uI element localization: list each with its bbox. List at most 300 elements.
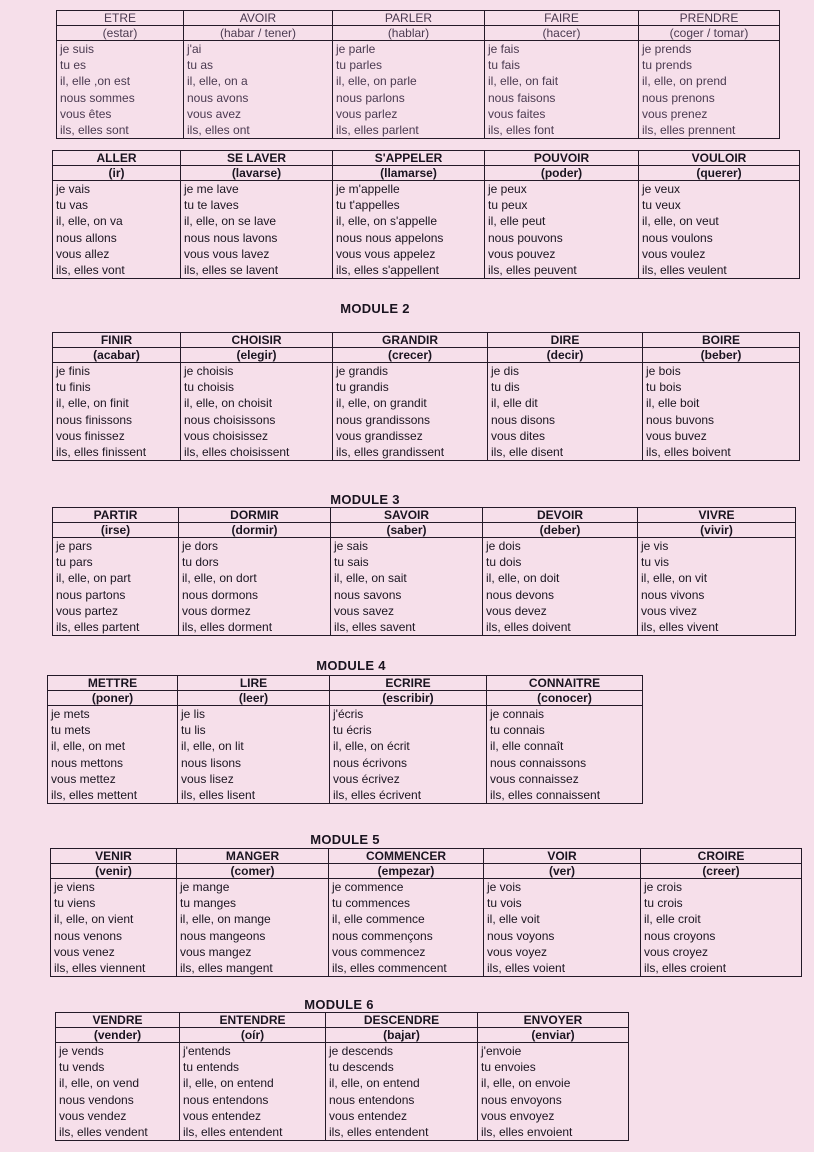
verb-translation: (escribir) — [330, 691, 487, 706]
conjugated-form: j'écris — [333, 707, 364, 721]
conjugated-form: nous finissons — [56, 412, 133, 427]
conjugated-form: tu pars — [56, 555, 93, 570]
conjugated-form: tu parles — [336, 58, 383, 73]
verb-conjugation-cell — [53, 363, 181, 461]
conjugated-form: tu envoies — [481, 1060, 536, 1075]
verb-conjugation-cell — [56, 1043, 180, 1141]
conjugated-form: il, elle, on dort — [182, 571, 257, 586]
conjugated-form: nous voulons — [642, 230, 713, 245]
conjugated-form: ils, elles savent — [334, 620, 416, 635]
verb-translation: (querer) — [639, 166, 800, 181]
conjugated-form: il, elle, on entend — [329, 1076, 420, 1091]
conjugated-form: je peux — [488, 182, 527, 196]
conjugated-form: tu sais — [334, 555, 369, 570]
verb-translation: (comer) — [177, 864, 329, 879]
conjugated-form: il, elle, on met — [51, 739, 126, 754]
conjugated-form: tu peux — [488, 198, 528, 213]
verb-conjugation-cell — [53, 181, 181, 279]
verb-translation: (ver) — [484, 864, 641, 879]
conjugated-form: il, elle, on choisit — [184, 396, 273, 411]
verb-conjugation-cell — [330, 706, 487, 804]
verb-infinitive: MANGER — [177, 849, 329, 864]
conjugated-form: tu choisis — [184, 380, 235, 395]
conjugated-form: ils, elles choisissent — [184, 445, 290, 460]
verb-infinitive: DIRE — [488, 333, 643, 348]
conjugation-row — [51, 879, 802, 977]
conjugated-form: ils, elles partent — [56, 620, 140, 635]
module-title: MODULE 5 — [310, 832, 380, 847]
conjugated-form: je veux — [642, 182, 681, 196]
conjugated-form: je pars — [56, 539, 93, 553]
verb-translation: (estar) — [57, 26, 184, 41]
verb-conjugation-cell — [483, 538, 638, 636]
conjugated-form: ils, elles dorment — [182, 620, 273, 635]
verb-infinitive: FAIRE — [485, 11, 639, 26]
conjugation-row — [57, 41, 780, 139]
conjugated-form: tu dors — [182, 555, 219, 570]
verb-table — [55, 1012, 629, 1141]
conjugated-form: vous allez — [56, 246, 110, 261]
conjugated-form: je viens — [54, 880, 95, 894]
conjugated-form: vous connaissez — [490, 771, 579, 786]
verb-translation: (enviar) — [478, 1028, 629, 1043]
conjugated-form: tu te laves — [184, 198, 239, 213]
conjugated-form: nous prenons — [642, 90, 715, 105]
verb-table-block — [52, 150, 800, 279]
verb-translation: (vender) — [56, 1028, 180, 1043]
conjugated-form: il, elle boit — [646, 396, 700, 411]
module-title: MODULE 4 — [316, 658, 386, 673]
verb-translation: (llamarse) — [333, 166, 485, 181]
conjugated-form: je dois — [486, 539, 521, 553]
conjugated-form: tu t'appelles — [336, 198, 400, 213]
conjugated-form: nous vivons — [641, 587, 705, 602]
conjugated-form: je bois — [646, 364, 681, 378]
conjugated-form: tu prends — [642, 58, 693, 73]
conjugated-form: il, elle, on sait — [334, 571, 407, 586]
conjugated-form: tu crois — [644, 896, 683, 911]
verb-infinitive: SAVOIR — [331, 508, 483, 523]
verb-translation: (irse) — [53, 523, 179, 538]
conjugated-form: vous grandissez — [336, 428, 423, 443]
conjugated-form: vous choisissez — [184, 428, 269, 443]
verb-conjugation-cell — [181, 363, 333, 461]
conjugated-form: je dis — [491, 364, 520, 378]
conjugated-form: il, elle, on écrit — [333, 739, 410, 754]
conjugated-form: je vends — [59, 1044, 104, 1058]
conjugation-row — [53, 181, 800, 279]
conjugated-form: vous écrivez — [333, 771, 400, 786]
verb-translation: (conocer) — [487, 691, 643, 706]
conjugated-form: ils, elles mettent — [51, 788, 138, 803]
conjugated-form: ils, elle disent — [491, 445, 564, 460]
conjugated-form: vous mettez — [51, 771, 116, 786]
verb-conjugation-cell — [333, 181, 485, 279]
verb-conjugation-cell — [485, 181, 639, 279]
conjugated-form: je vis — [641, 539, 669, 553]
conjugated-form: nous lisons — [181, 755, 242, 770]
conjugated-form: vous venez — [54, 944, 115, 959]
verb-translation: (coger / tomar) — [639, 26, 780, 41]
conjugated-form: je parle — [336, 42, 376, 56]
verb-table — [56, 10, 780, 139]
conjugated-form: je sais — [334, 539, 369, 553]
conjugated-form: ils, elles connaissent — [490, 788, 601, 803]
verb-translation: (beber) — [643, 348, 800, 363]
conjugated-form: il, elle, on se lave — [184, 214, 277, 229]
verb-infinitive: VENDRE — [56, 1013, 180, 1028]
conjugated-form: il, elle, on entend — [183, 1076, 274, 1091]
conjugated-form: tu entends — [183, 1060, 240, 1075]
verb-table-block — [47, 675, 643, 804]
verb-translation: (crecer) — [333, 348, 488, 363]
conjugated-form: je crois — [644, 880, 683, 894]
conjugated-form: ils, elles s'appellent — [336, 263, 440, 278]
conjugated-form: tu vis — [641, 555, 670, 570]
conjugated-form: vous pouvez — [488, 246, 556, 261]
verb-table — [52, 507, 796, 636]
conjugated-form: tu dis — [491, 380, 520, 395]
conjugated-form: vous dormez — [182, 603, 251, 618]
conjugated-form: nous partons — [56, 587, 126, 602]
conjugated-form: tu finis — [56, 380, 91, 395]
conjugated-form: tu commences — [332, 896, 411, 911]
conjugated-form: je fais — [488, 42, 520, 56]
verb-infinitive: VOULOIR — [639, 151, 800, 166]
verb-infinitive: PARLER — [333, 11, 485, 26]
verb-infinitive: PRENDRE — [639, 11, 780, 26]
verb-infinitive: CONNAITRE — [487, 676, 643, 691]
verb-conjugation-cell — [53, 538, 179, 636]
conjugated-form: ils, elles vendent — [59, 1125, 148, 1140]
verb-infinitive: CHOISIR — [181, 333, 333, 348]
verb-conjugation-cell — [57, 41, 184, 139]
verb-infinitive: VOIR — [484, 849, 641, 864]
verb-translation: (lavarse) — [181, 166, 333, 181]
verb-table-block — [52, 332, 800, 461]
verb-infinitive: VIVRE — [638, 508, 796, 523]
conjugated-form: tu dois — [486, 555, 522, 570]
verb-translation: (vivir) — [638, 523, 796, 538]
conjugated-form: je vais — [56, 182, 91, 196]
conjugated-form: ils, elles entendent — [183, 1125, 283, 1140]
conjugated-form: il, elle, on parle — [336, 74, 417, 89]
conjugated-form: nous pouvons — [488, 230, 563, 245]
conjugated-form: nous sommes — [60, 90, 135, 105]
verb-translation: (poder) — [485, 166, 639, 181]
conjugated-form: ils, elles parlent — [336, 123, 419, 138]
conjugated-form: il, elle, on vend — [59, 1076, 140, 1091]
conjugated-form: ils, elles mangent — [180, 961, 273, 976]
conjugated-form: il, elle ,on est — [60, 74, 131, 89]
infinitive-row — [53, 151, 800, 166]
verb-conjugation-cell — [51, 879, 177, 977]
conjugated-form: tu vois — [487, 896, 522, 911]
translation-row — [48, 691, 643, 706]
verb-infinitive: BOIRE — [643, 333, 800, 348]
verb-translation: (saber) — [331, 523, 483, 538]
conjugated-form: ils, elles boivent — [646, 445, 731, 460]
conjugated-form: nous envoyons — [481, 1092, 562, 1107]
conjugated-form: nous allons — [56, 230, 117, 245]
verb-table-block — [52, 507, 796, 636]
conjugated-form: ils, elles doivent — [486, 620, 571, 635]
conjugated-form: vous buvez — [646, 428, 707, 443]
verb-conjugation-cell — [639, 41, 780, 139]
verb-translation: (acabar) — [53, 348, 181, 363]
conjugated-form: tu connais — [490, 723, 545, 738]
conjugated-form: il, elle connaît — [490, 739, 564, 754]
conjugated-form: je connais — [490, 707, 545, 721]
translation-row — [53, 348, 800, 363]
conjugated-form: nous buvons — [646, 412, 715, 427]
verb-table — [52, 332, 800, 461]
conjugated-form: nous mangeons — [180, 928, 266, 943]
verb-infinitive: ETRE — [57, 11, 184, 26]
conjugated-form: nous connaissons — [490, 755, 587, 770]
verb-conjugation-cell — [478, 1043, 629, 1141]
conjugated-form: nous croyons — [644, 928, 716, 943]
verb-infinitive: ENTENDRE — [180, 1013, 326, 1028]
infinitive-row — [53, 508, 796, 523]
verb-infinitive: LIRE — [178, 676, 330, 691]
conjugated-form: vous faites — [488, 106, 546, 121]
conjugated-form: il, elle, on va — [56, 214, 123, 229]
verb-translation: (poner) — [48, 691, 178, 706]
conjugated-form: il, elle, on mange — [180, 912, 271, 927]
conjugated-form: je descends — [329, 1044, 394, 1058]
verb-table — [50, 848, 802, 977]
verb-translation: (leer) — [178, 691, 330, 706]
conjugated-form: tu fais — [488, 58, 521, 73]
conjugation-row — [48, 706, 643, 804]
conjugated-form: ils, elles ont — [187, 123, 250, 138]
verb-infinitive: ECRIRE — [330, 676, 487, 691]
conjugated-form: je grandis — [336, 364, 389, 378]
conjugated-form: vous êtes — [60, 106, 112, 121]
conjugated-form: nous savons — [334, 587, 402, 602]
translation-row — [51, 864, 802, 879]
conjugated-form: vous commencez — [332, 944, 426, 959]
conjugated-form: vous vous appelez — [336, 246, 436, 261]
verb-table — [47, 675, 643, 804]
verb-infinitive: CROIRE — [641, 849, 802, 864]
conjugated-form: ils, elles commencent — [332, 961, 447, 976]
conjugated-form: il, elle, on lit — [181, 739, 244, 754]
conjugated-form: je m'appelle — [336, 182, 400, 196]
conjugated-form: il, elle, on grandit — [336, 396, 427, 411]
conjugated-form: tu grandis — [336, 380, 389, 395]
verb-infinitive: METTRE — [48, 676, 178, 691]
conjugated-form: ils, elles écrivent — [333, 788, 422, 803]
conjugated-form: je mange — [180, 880, 230, 894]
verb-conjugation-cell — [331, 538, 483, 636]
verb-translation: (hablar) — [333, 26, 485, 41]
conjugation-row — [56, 1043, 629, 1141]
verb-translation: (hacer) — [485, 26, 639, 41]
verb-translation: (ir) — [53, 166, 181, 181]
conjugated-form: nous disons — [491, 412, 556, 427]
infinitive-row — [57, 11, 780, 26]
conjugated-form: nous vendons — [59, 1092, 134, 1107]
conjugated-form: je suis — [60, 42, 95, 56]
verb-conjugation-cell — [641, 879, 802, 977]
conjugated-form: il, elle croit — [644, 912, 701, 927]
verb-table — [52, 150, 800, 279]
verb-translation: (decir) — [488, 348, 643, 363]
conjugated-form: il, elle, on fait — [488, 74, 559, 89]
conjugated-form: vous envoyez — [481, 1108, 555, 1123]
conjugated-form: ils, elles envoient — [481, 1125, 573, 1140]
conjugated-form: nous écrivons — [333, 755, 408, 770]
conjugated-form: je lis — [181, 707, 206, 721]
conjugated-form: vous voulez — [642, 246, 706, 261]
conjugated-form: nous commençons — [332, 928, 433, 943]
verb-translation: (creer) — [641, 864, 802, 879]
conjugated-form: vous vendez — [59, 1108, 127, 1123]
infinitive-row — [53, 333, 800, 348]
verb-infinitive: AVOIR — [184, 11, 333, 26]
conjugated-form: vous savez — [334, 603, 395, 618]
conjugated-form: ils, elles grandissent — [336, 445, 445, 460]
conjugated-form: il, elle dit — [491, 396, 538, 411]
conjugated-form: vous entendez — [183, 1108, 262, 1123]
infinitive-row — [51, 849, 802, 864]
conjugated-form: nous avons — [187, 90, 249, 105]
module-title: MODULE 3 — [330, 492, 400, 507]
conjugated-form: tu vas — [56, 198, 89, 213]
conjugated-form: ils, elles font — [488, 123, 555, 138]
verb-conjugation-cell — [484, 879, 641, 977]
verb-conjugation-cell — [179, 538, 331, 636]
conjugated-form: nous faisons — [488, 90, 556, 105]
verb-translation: (empezar) — [329, 864, 484, 879]
conjugated-form: il, elle, on doit — [486, 571, 560, 586]
conjugated-form: tu écris — [333, 723, 372, 738]
conjugated-form: je me lave — [184, 182, 239, 196]
verb-translation: (elegir) — [181, 348, 333, 363]
conjugated-form: tu as — [187, 58, 214, 73]
conjugated-form: ils, elles veulent — [642, 263, 727, 278]
verb-table-block — [56, 10, 780, 139]
conjugated-form: il, elle, on a — [187, 74, 248, 89]
conjugated-form: tu veux — [642, 198, 681, 213]
conjugated-form: vous lisez — [181, 771, 234, 786]
verb-infinitive: PARTIR — [53, 508, 179, 523]
verb-infinitive: ENVOYER — [478, 1013, 629, 1028]
verb-infinitive: POUVOIR — [485, 151, 639, 166]
conjugated-form: nous devons — [486, 587, 555, 602]
conjugated-form: ils, elles croient — [644, 961, 727, 976]
conjugated-form: je finis — [56, 364, 91, 378]
conjugated-form: nous dormons — [182, 587, 259, 602]
verb-conjugation-cell — [329, 879, 484, 977]
conjugated-form: tu viens — [54, 896, 96, 911]
conjugated-form: tu es — [60, 58, 87, 73]
verb-table-block — [50, 848, 802, 977]
verb-table-block — [55, 1012, 629, 1141]
conjugated-form: vous vous lavez — [184, 246, 270, 261]
conjugated-form: ils, elles peuvent — [488, 263, 577, 278]
conjugated-form: vous partez — [56, 603, 119, 618]
conjugated-form: nous voyons — [487, 928, 555, 943]
translation-row — [53, 166, 800, 181]
conjugated-form: j'ai — [187, 42, 202, 56]
conjugated-form: nous venons — [54, 928, 123, 943]
conjugated-form: tu mets — [51, 723, 91, 738]
conjugated-form: vous mangez — [180, 944, 252, 959]
conjugated-form: vous prenez — [642, 106, 708, 121]
conjugated-form: ils, elles lisent — [181, 788, 256, 803]
conjugation-row — [53, 538, 796, 636]
verb-infinitive: DEVOIR — [483, 508, 638, 523]
infinitive-row — [56, 1013, 629, 1028]
translation-row — [56, 1028, 629, 1043]
conjugated-form: ils, elles vivent — [641, 620, 719, 635]
conjugated-form: vous croyez — [644, 944, 709, 959]
verb-conjugation-cell — [485, 41, 639, 139]
conjugated-form: ils, elles finissent — [56, 445, 147, 460]
conjugated-form: je choisis — [184, 364, 234, 378]
conjugated-form: nous mettons — [51, 755, 124, 770]
infinitive-row — [48, 676, 643, 691]
translation-row — [57, 26, 780, 41]
verb-translation: (dormir) — [179, 523, 331, 538]
conjugated-form: nous parlons — [336, 90, 405, 105]
module-title: MODULE 2 — [340, 301, 410, 316]
verb-conjugation-cell — [177, 879, 329, 977]
verb-conjugation-cell — [333, 41, 485, 139]
verb-translation: (deber) — [483, 523, 638, 538]
verb-conjugation-cell — [184, 41, 333, 139]
verb-conjugation-cell — [639, 181, 800, 279]
conjugated-form: vous finissez — [56, 428, 125, 443]
conjugated-form: il, elle, on part — [56, 571, 131, 586]
conjugated-form: nous nous lavons — [184, 230, 278, 245]
conjugated-form: tu descends — [329, 1060, 394, 1075]
conjugated-form: vous dites — [491, 428, 546, 443]
conjugated-form: nous entendons — [329, 1092, 415, 1107]
conjugated-form: tu lis — [181, 723, 206, 738]
translation-row — [53, 523, 796, 538]
conjugated-form: nous nous appelons — [336, 230, 444, 245]
verb-translation: (bajar) — [326, 1028, 478, 1043]
conjugated-form: tu bois — [646, 380, 682, 395]
conjugated-form: je vois — [487, 880, 522, 894]
verb-conjugation-cell — [333, 363, 488, 461]
conjugated-form: il, elle, on envoie — [481, 1076, 571, 1091]
verb-infinitive: FINIR — [53, 333, 181, 348]
verb-conjugation-cell — [487, 706, 643, 804]
conjugated-form: il, elle peut — [488, 214, 546, 229]
verb-conjugation-cell — [638, 538, 796, 636]
conjugated-form: je prends — [642, 42, 692, 56]
conjugated-form: tu manges — [180, 896, 237, 911]
conjugation-row — [53, 363, 800, 461]
conjugated-form: ils, elles viennent — [54, 961, 146, 976]
verb-conjugation-cell — [326, 1043, 478, 1141]
conjugated-form: il, elle, on prend — [642, 74, 727, 89]
module-title: MODULE 6 — [304, 997, 374, 1012]
verb-infinitive: COMMENCER — [329, 849, 484, 864]
conjugated-form: ils, elles vont — [56, 263, 125, 278]
conjugated-form: il, elle, on finit — [56, 396, 129, 411]
conjugated-form: je dors — [182, 539, 219, 553]
conjugated-form: ils, elles se lavent — [184, 263, 279, 278]
verb-infinitive: DORMIR — [179, 508, 331, 523]
verb-translation: (habar / tener) — [184, 26, 333, 41]
conjugated-form: il, elle, on s'appelle — [336, 214, 438, 229]
